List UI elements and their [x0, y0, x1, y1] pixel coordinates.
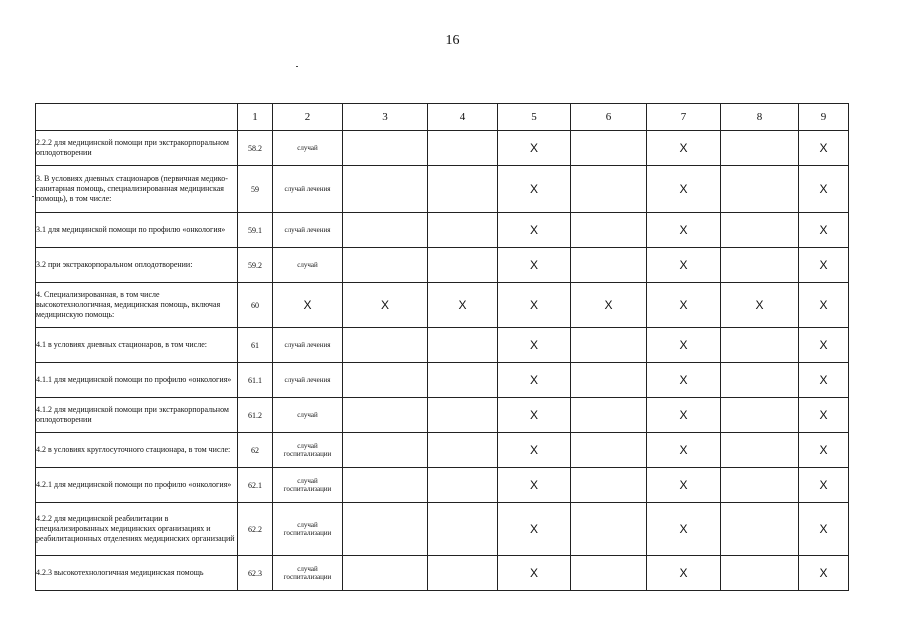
cell-empty: [343, 433, 428, 468]
cell-mark: Х: [498, 556, 571, 591]
cell-mark: Х: [647, 398, 721, 433]
table-row: [36, 433, 849, 468]
cell-mark: Х: [647, 328, 721, 363]
row-code: 61.1: [238, 363, 273, 398]
row-unit: случай: [273, 131, 343, 166]
table-row: [36, 328, 849, 363]
table-header-row: [36, 104, 849, 131]
cell-empty: [343, 556, 428, 591]
cell-mark: Х: [647, 131, 721, 166]
cell-mark: Х: [799, 503, 849, 556]
row-code: 62.3: [238, 556, 273, 591]
row-description: 4.1.2 для медицинской помощи при экстракорпоральном оплодотворении: [36, 398, 238, 433]
row-unit: случай лечения: [273, 328, 343, 363]
row-description: 3.2 при экстракорпоральном оплодотворении:: [36, 248, 238, 283]
cell-mark: Х: [799, 398, 849, 433]
column-header: 5: [498, 104, 571, 131]
cell-mark: Х: [647, 468, 721, 503]
cell-mark: Х: [647, 166, 721, 213]
cell-mark: Х: [799, 283, 849, 328]
cell-empty: [721, 556, 799, 591]
column-header: 6: [571, 104, 647, 131]
row-unit: случай лечения: [273, 363, 343, 398]
cell-mark: Х: [498, 328, 571, 363]
row-code: 62.1: [238, 468, 273, 503]
cell-mark: Х: [799, 556, 849, 591]
row-unit: случай госпитализации: [273, 433, 343, 468]
cell-empty: [571, 166, 647, 213]
page-number: 16: [445, 33, 460, 48]
cell-mark: Х: [799, 131, 849, 166]
cell-empty: [343, 503, 428, 556]
cell-mark: Х: [498, 166, 571, 213]
cell-empty: [428, 131, 498, 166]
cell-empty: [343, 328, 428, 363]
row-unit: случай госпитализации: [273, 556, 343, 591]
row-unit: случай лечения: [273, 166, 343, 213]
cell-empty: [428, 328, 498, 363]
cell-mark: Х: [498, 248, 571, 283]
cell-empty: [428, 556, 498, 591]
cell-empty: [721, 503, 799, 556]
cell-mark: Х: [498, 363, 571, 398]
row-description: 4. Специализированная, в том числе высокотехнологичная, медицинская помощь, включая медицинскую помощь:: [36, 283, 238, 328]
cell-empty: [571, 363, 647, 398]
row-description: 4.1.1 для медицинской помощи по профилю «онкология»: [36, 363, 238, 398]
row-code: 62: [238, 433, 273, 468]
cell-mark: Х: [647, 213, 721, 248]
row-description: 4.2.1 для медицинской помощи по профилю «онкология»: [36, 468, 238, 503]
cell-empty: [428, 398, 498, 433]
scan-speck: [32, 196, 34, 197]
row-description: 4.2.2 для медицинской реабилитации в специализированных медицинских организациях и реабилитационных отделениях медицинских организаций: [36, 503, 238, 556]
row-unit: случай: [273, 248, 343, 283]
cell-empty: [721, 363, 799, 398]
cell-empty: [571, 468, 647, 503]
column-header: 9: [799, 104, 849, 131]
row-code: 58.2: [238, 131, 273, 166]
cell-empty: [571, 213, 647, 248]
row-description: 4.2 в условиях круглосуточного стационара, в том числе:: [36, 433, 238, 468]
cell-mark: Х: [498, 213, 571, 248]
cell-mark: Х: [343, 283, 428, 328]
cell-empty: [571, 131, 647, 166]
row-description: 4.2.3 высокотехнологичная медицинская помощь: [36, 556, 238, 591]
table-row: [36, 283, 849, 328]
cell-empty: [721, 213, 799, 248]
row-code: 59.2: [238, 248, 273, 283]
column-header: 8: [721, 104, 799, 131]
cell-empty: [428, 468, 498, 503]
cell-empty: [428, 213, 498, 248]
cell-mark: Х: [799, 468, 849, 503]
cell-empty: [343, 468, 428, 503]
cell-mark: Х: [799, 166, 849, 213]
cell-empty: [343, 213, 428, 248]
cell-empty: [721, 433, 799, 468]
cell-mark: Х: [498, 503, 571, 556]
cell-empty: [721, 166, 799, 213]
cell-empty: [428, 363, 498, 398]
row-unit: случай госпитализации: [273, 503, 343, 556]
cell-mark: Х: [647, 248, 721, 283]
cell-mark: Х: [721, 283, 799, 328]
cell-empty: [343, 363, 428, 398]
scan-speck: [296, 66, 298, 67]
cell-empty: [428, 248, 498, 283]
cell-mark: Х: [799, 433, 849, 468]
row-description: 3.1 для медицинской помощи по профилю «онкология»: [36, 213, 238, 248]
column-header: [36, 104, 238, 131]
table-row: [36, 398, 849, 433]
table-row: [36, 503, 849, 556]
row-code: 59: [238, 166, 273, 213]
row-code: 62.2: [238, 503, 273, 556]
cell-mark: Х: [647, 283, 721, 328]
column-header: 7: [647, 104, 721, 131]
table-row: [36, 213, 849, 248]
cell-empty: [343, 248, 428, 283]
cell-mark: Х: [498, 398, 571, 433]
column-header: 2: [273, 104, 343, 131]
cell-empty: [428, 433, 498, 468]
cell-empty: [721, 248, 799, 283]
cell-empty: [721, 398, 799, 433]
cell-mark: Х: [428, 283, 498, 328]
cell-empty: [343, 398, 428, 433]
cell-mark: Х: [498, 433, 571, 468]
table-row: [36, 131, 849, 166]
row-code: 61: [238, 328, 273, 363]
column-header: 1: [238, 104, 273, 131]
row-code: 59.1: [238, 213, 273, 248]
cell-empty: [571, 556, 647, 591]
cell-mark: Х: [799, 213, 849, 248]
cell-empty: [428, 503, 498, 556]
cell-mark: Х: [571, 283, 647, 328]
row-code: 60: [238, 283, 273, 328]
cell-mark: Х: [647, 363, 721, 398]
row-description: 4.1 в условиях дневных стационаров, в том числе:: [36, 328, 238, 363]
cell-empty: [343, 131, 428, 166]
row-description: 3. В условиях дневных стационаров (первичная медико-санитарная помощь, специализированная медицинская помощь), в том числе:: [36, 166, 238, 213]
row-unit: случай: [273, 398, 343, 433]
row-unit: случай лечения: [273, 213, 343, 248]
cell-empty: [721, 468, 799, 503]
cell-mark: Х: [498, 468, 571, 503]
cell-mark: Х: [799, 328, 849, 363]
cell-empty: [721, 131, 799, 166]
cell-empty: [571, 248, 647, 283]
table-row: [36, 248, 849, 283]
table-row: [36, 166, 849, 213]
cell-mark: Х: [498, 283, 571, 328]
cell-empty: [343, 166, 428, 213]
cell-mark: Х: [799, 248, 849, 283]
data-table: [35, 103, 849, 591]
cell-empty: [571, 328, 647, 363]
row-unit: случай госпитализации: [273, 468, 343, 503]
table-row: [36, 468, 849, 503]
cell-mark: Х: [647, 503, 721, 556]
cell-empty: [571, 433, 647, 468]
table-row: [36, 556, 849, 591]
cell-mark: Х: [799, 363, 849, 398]
cell-empty: [571, 503, 647, 556]
row-description: 2.2.2 для медицинской помощи при экстракорпоральном оплодотворении: [36, 131, 238, 166]
row-unit: Х: [273, 283, 343, 328]
column-header: 4: [428, 104, 498, 131]
table-row: [36, 363, 849, 398]
column-header: 3: [343, 104, 428, 131]
cell-mark: Х: [647, 556, 721, 591]
row-code: 61.2: [238, 398, 273, 433]
cell-empty: [721, 328, 799, 363]
cell-mark: Х: [647, 433, 721, 468]
cell-mark: Х: [498, 131, 571, 166]
cell-empty: [571, 398, 647, 433]
cell-empty: [428, 166, 498, 213]
